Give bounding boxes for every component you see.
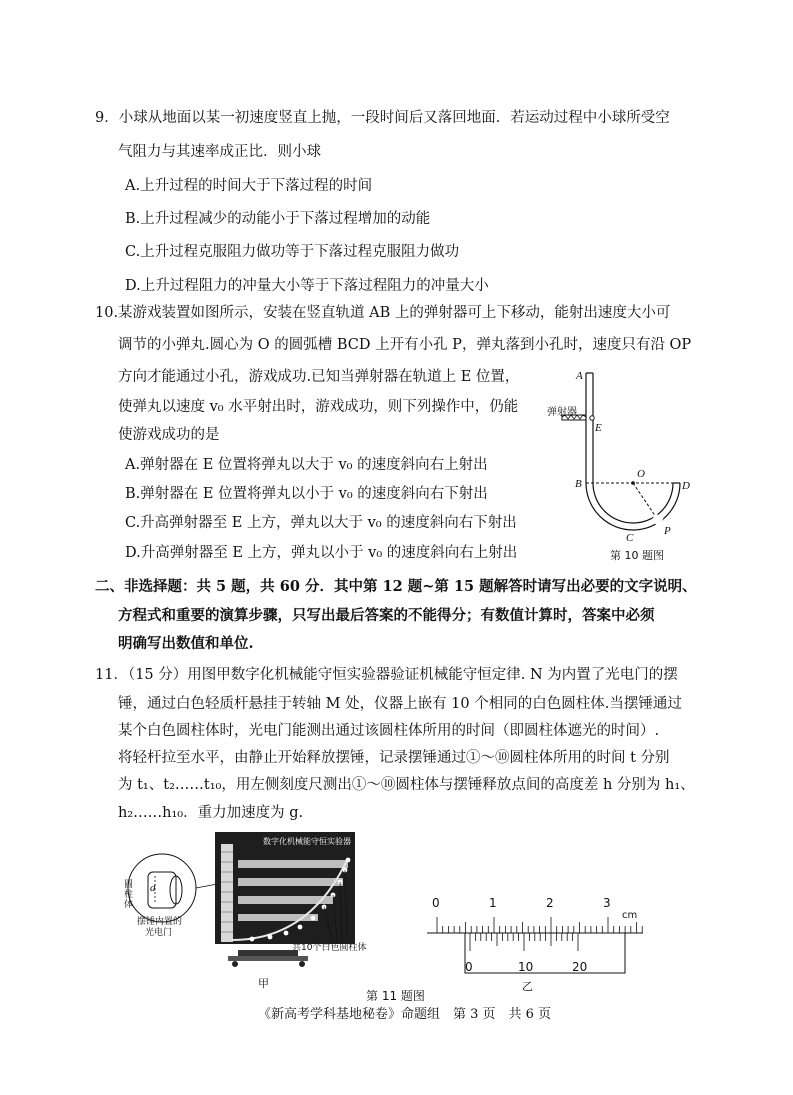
q11-main-tick-0: 0 xyxy=(432,896,440,910)
q11-stem-4: 将轻杆拉至水平，由静止开始释放摆锤，记录摆锤通过①～⑩圆柱体所用的时间 t 分别 xyxy=(118,750,670,766)
q9-option-c: C.上升过程克服阻力做功等于下落过程克服阻力做功 xyxy=(125,244,460,260)
q10-stem-3: 方向才能通过小孔，游戏成功.已知当弹射器在轨道上 E 位置， xyxy=(118,369,520,385)
q10-option-d: D.升高弹射器至 E 上方，弹丸以小于 v₀ 的速度斜向右上射出 xyxy=(125,545,518,561)
q11-vernier-figure xyxy=(425,895,650,990)
q11-main-tick-1: 1 xyxy=(489,896,497,910)
q11-stem-6: h₂……h₁₀．重力加速度为 g. xyxy=(118,805,304,821)
q10-label-d: D xyxy=(682,480,690,492)
q10-caption: 第 10 题图 xyxy=(610,549,664,562)
q10-label-e: E xyxy=(595,422,602,434)
q11-stem-1: 11．（15 分）用图甲数字化机械能守恒实验器验证机械能守恒定律. N 为内置了光电门的摆 xyxy=(95,667,678,683)
q11-label-cyl-count: 共10个白色圆柱体 xyxy=(292,943,367,953)
q9-stem-1: 9．小球从地面以某一初速度竖直上抛，一段时间后又落回地面．若运动过程中小球所受空 xyxy=(95,110,670,126)
q10-figure xyxy=(540,365,710,560)
page-footer: 《新高考学科基地秘卷》命题组 第 3 页 共 6 页 xyxy=(258,1007,552,1022)
q11-label-gate-2: 光电门 xyxy=(145,928,173,938)
q10-label-c: C xyxy=(626,532,634,544)
q9-option-a: A.上升过程的时间大于下落过程的时间 xyxy=(125,178,373,194)
q11-main-tick-2: 2 xyxy=(546,896,554,910)
q10-label-a: A xyxy=(576,370,583,382)
q11-stem-3: 某个白色圆柱体时，光电门能测出通过该圆柱体所用的时间（即圆柱体遮光的时间）. xyxy=(118,723,660,739)
q11-caption: 第 11 题图 xyxy=(366,989,425,1003)
q11-unit: cm xyxy=(622,910,638,921)
q11-label-jia: 甲 xyxy=(258,977,269,990)
q9-stem-2: 气阻力与其速率成正比．则小球 xyxy=(118,144,321,160)
q10-stem-2: 调节的小弹丸.圆心为 O 的圆弧槽 BCD 上开有小孔 P，弹丸落到小孔时，速度只有沿 OP xyxy=(118,337,692,353)
q9-option-d: D.上升过程阻力的冲量大小等于下落过程阻力的冲量大小 xyxy=(125,278,489,294)
section2-line-1: 二、非选择题：共 5 题，共 60 分．其中第 12 题~第 15 题解答时请写出必要的文字说明、 xyxy=(95,578,697,595)
q11-vernier-tick-0: 0 xyxy=(465,960,473,974)
q10-label-o: O xyxy=(637,468,645,480)
q10-stem-5: 使游戏成功的是 xyxy=(118,427,220,443)
q11-label-cylinder: 圆柱体 xyxy=(124,880,134,910)
q11-device-title: 数字化机械能守恒实验器 xyxy=(263,837,351,846)
q10-option-a: A.弹射器在 E 位置将弹丸以大于 v₀ 的速度斜向右上射出 xyxy=(125,457,488,473)
q11-stem-2: 锤，通过白色轻质杆悬挂于转轴 M 处，仪器上嵌有 10 个相同的白色圆柱体.当摆锤通过 xyxy=(118,696,682,712)
q11-stem-5: 为 t₁、t₂……t₁₀，用左侧刻度尺测出①～⑩圆柱体与摆锤释放点间的高度差 h 分别为 h₁、 xyxy=(118,777,695,793)
q10-label-p: P xyxy=(664,525,671,537)
section2-line-3: 明确写出数值和单位. xyxy=(118,635,254,652)
q10-option-c: C.升高弹射器至 E 上方，弹丸以大于 v₀ 的速度斜向右下射出 xyxy=(125,515,517,531)
q11-vernier-tick-20: 20 xyxy=(572,960,588,974)
q11-label-yi: 乙 xyxy=(522,980,533,993)
q11-label-d: d xyxy=(150,882,156,894)
q11-main-tick-3: 3 xyxy=(603,896,611,910)
q9-option-b: B.上升过程减少的动能小于下落过程增加的动能 xyxy=(125,211,431,227)
q11-label-gate-1: 摆锤内置的 xyxy=(137,917,183,927)
q10-label-b: B xyxy=(575,478,582,490)
q11-device-figure xyxy=(120,830,365,980)
q11-vernier-tick-10: 10 xyxy=(518,960,534,974)
q10-stem-1: 10.某游戏装置如图所示，安装在竖直轨道 AB 上的弹射器可上下移动，能射出速度大小可 xyxy=(95,305,671,321)
section2-line-2: 方程式和重要的演算步骤，只写出最后答案的不能得分；有数值计算时，答案中必须 xyxy=(118,607,655,624)
q10-label-launcher: 弹射器 xyxy=(547,407,577,418)
q10-option-b: B.弹射器在 E 位置将弹丸以小于 v₀ 的速度斜向右下射出 xyxy=(125,486,488,502)
q10-stem-4: 使弹丸以速度 v₀ 水平射出时，游戏成功，则下列操作中，仍能 xyxy=(118,399,519,415)
